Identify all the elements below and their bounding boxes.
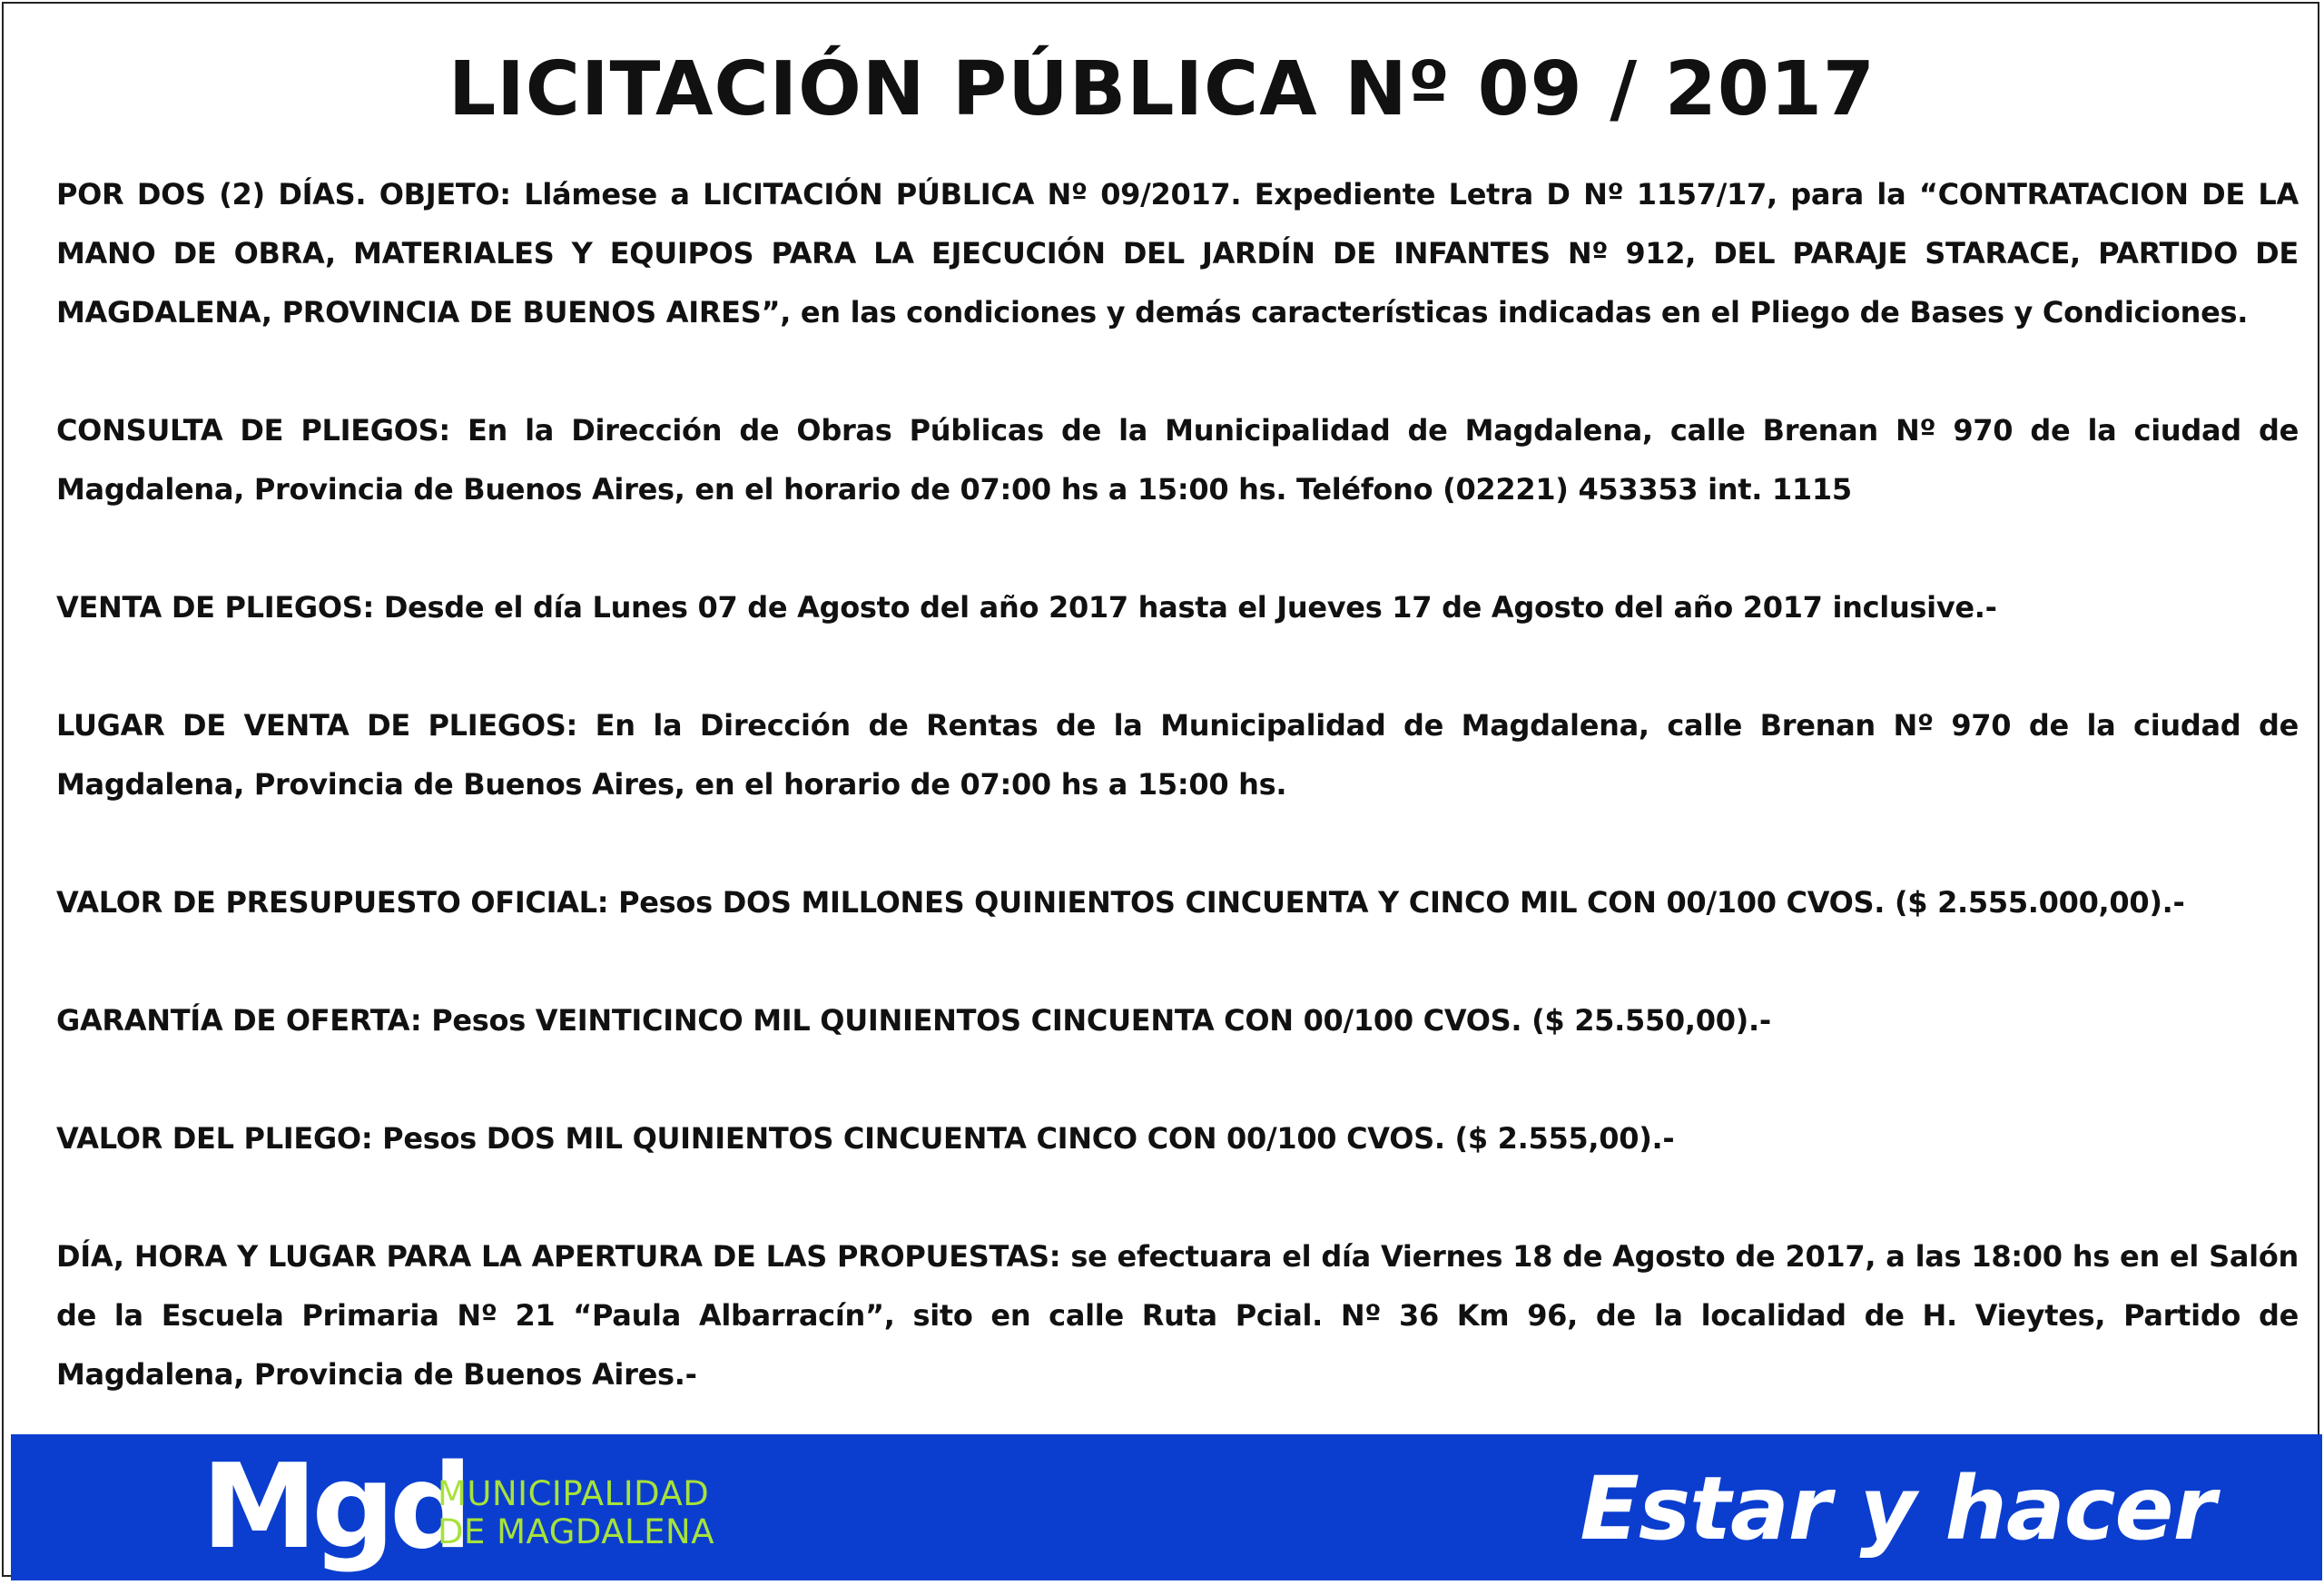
municipality-line-2: DE MAGDALENA xyxy=(438,1512,715,1551)
paragraph-objeto xyxy=(56,165,2299,342)
paragraph-text: En la Dirección de Rentas de la Municipalidad de Magdalena, calle Brenan Nº 970 de la ciudad de Magdalena, Provincia de Buenos Aires, en el horario de 07:00 hs a 15:00 hs. xyxy=(56,708,2299,802)
paragraph-lead: DÍA, HORA Y LUGAR PARA LA APERTURA DE LAS PROPUESTAS: xyxy=(56,1239,1061,1274)
paragraph-lead: VENTA DE PLIEGOS: xyxy=(56,590,375,625)
paragraph-lead: VALOR DEL PLIEGO: xyxy=(56,1121,373,1156)
paragraph-lead: LUGAR DE VENTA DE PLIEGOS: xyxy=(56,708,578,743)
paragraph-valor-pliego xyxy=(56,1109,2299,1168)
paragraph-presupuesto xyxy=(56,873,2299,932)
paragraph-text: En la Dirección de Obras Públicas de la Municipalidad de Magdalena, calle Brenan Nº 970 de la ciudad de Magdalena, Provincia de Buenos Aires, en el horario de 07:00 hs a 15:00 hs. Teléfono (02221) 453353 int. 1115 xyxy=(56,413,2299,507)
paragraph-text: Pesos DOS MILLONES QUINIENTOS CINCUENTA Y CINCO MIL CON 00/100 CVOS. ($ 2.555.000,00).- xyxy=(608,885,2185,920)
paragraph-apertura xyxy=(56,1227,2299,1404)
municipality-name xyxy=(438,1475,714,1551)
paragraph-lead: CONSULTA DE PLIEGOS: xyxy=(56,413,450,448)
paragraph-text: Llámese a LICITACIÓN PÚBLICA Nº 09/2017. Expediente Letra D Nº 1157/17, para la “CONTRATACION DE LA MANO DE OBRA, MATERIALES Y EQUIPOS PARA LA EJECUCIÓN DEL JARDÍN DE INFANTES Nº 912, DEL PARAJE STARACE, PARTIDO DE MAGDALENA, PROVINCIA DE BUENOS AIRES”, en las condiciones y demás características indicadas en el Pliego de Bases y Condiciones. xyxy=(56,177,2299,330)
paragraph-text: se efectuara el día Viernes 18 de Agosto de 2017, a las 18:00 hs en el Salón de la Escuela Primaria Nº 21 “Paula Albarracín”, sito en calle Ruta Pcial. Nº 36 Km 96, de la localidad de H. Vieytes, Partido de Magdalena, Provincia de Buenos Aires.- xyxy=(56,1239,2299,1392)
municipality-line-1: MUNICIPALIDAD xyxy=(438,1474,710,1513)
paragraph-text: Desde el día Lunes 07 de Agosto del año 2017 hasta el Jueves 17 de Agosto del año 2017 inclusive.- xyxy=(374,590,1997,625)
notice-body xyxy=(56,165,2299,1463)
paragraph-consulta xyxy=(56,401,2299,519)
slogan: Estar y hacer xyxy=(1580,1458,2215,1560)
paragraph-lugar-venta xyxy=(56,696,2299,814)
mgd-logo: Mgd xyxy=(202,1440,468,1575)
paragraph-garantia xyxy=(56,991,2299,1050)
paragraph-text: Pesos DOS MIL QUINIENTOS CINCUENTA CINCO CON 00/100 CVOS. ($ 2.555,00).- xyxy=(372,1121,1675,1156)
paragraph-lead: VALOR DE PRESUPUESTO OFICIAL: xyxy=(56,885,609,920)
footer-banner xyxy=(11,1434,2322,1580)
paragraph-lead: POR DOS (2) DÍAS. OBJETO: xyxy=(56,177,511,212)
paragraph-venta xyxy=(56,578,2299,637)
paragraph-text: Pesos VEINTICINCO MIL QUINIENTOS CINCUENTA CON 00/100 CVOS. ($ 25.550,00).- xyxy=(421,1003,1771,1038)
page-title: LICITACIÓN PÚBLICA Nº 09 / 2017 xyxy=(448,46,1876,133)
paragraph-lead: GARANTÍA DE OFERTA: xyxy=(56,1003,422,1038)
